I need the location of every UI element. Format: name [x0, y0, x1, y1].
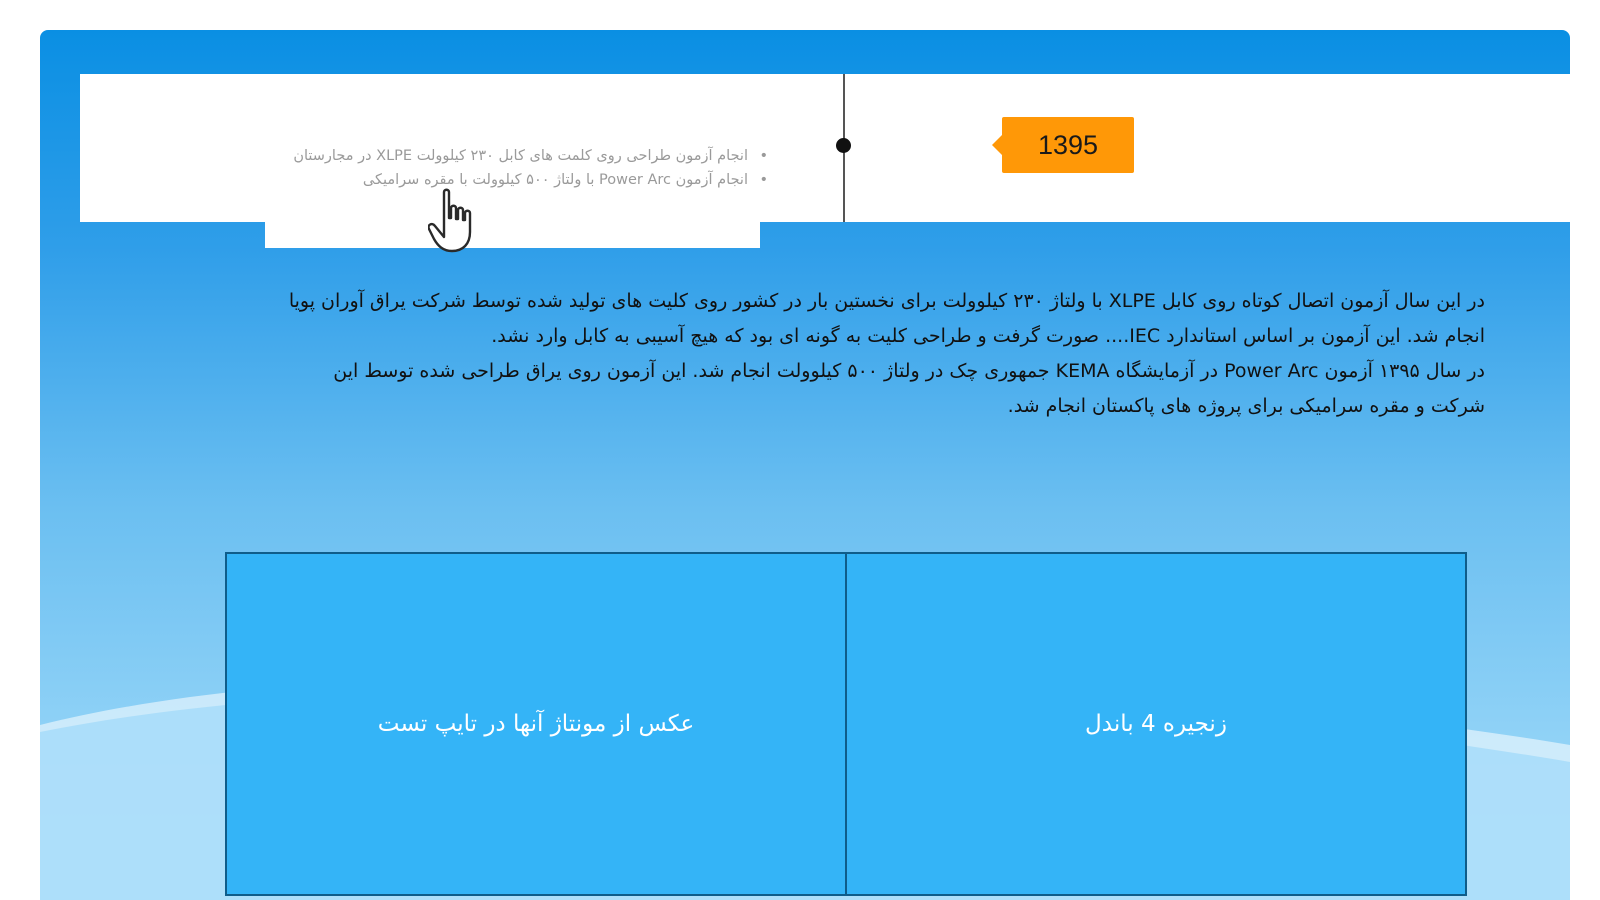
photo-caption-bundle-chain: زنجیره 4 باندل	[1085, 711, 1227, 737]
photo-placeholder-assembly[interactable]	[227, 554, 847, 894]
description-text	[285, 284, 1485, 424]
photo-caption-assembly: عکس از مونتاژ آنها در تایپ تست	[377, 711, 695, 737]
description-paragraph-2: در سال ۱۳۹۵ آزمون Power Arc در آزمایشگاه KEMA جمهوری چک در ولتاژ ۵۰۰ کیلوولت انجام شد. این آزمون روی یراق طراحی شده توسط این شرکت و مقره سرامیکی برای پروژه های پاکستان انجام شد.	[333, 360, 1485, 417]
description-paragraph-1: در این سال آزمون اتصال کوتاه روی کابل XLPE با ولتاژ ۲۳۰ کیلوولت برای نخستین بار در کشور روی کلیت های تولید شده توسط شرکت یراق آوران پویا انجام شد. این آزمون بر اساس استاندارد IEC.... صورت گرفت و طراحی کلیت به گونه ای بود که هیچ آسیبی به کابل وارد نشد.	[288, 290, 1485, 347]
timeline-bullet-item: • انجام آزمون طراحی روی کلمت های کابل ۲۳۰ کیلوولت XLPE در مجارستان	[270, 144, 748, 168]
timeline-bullet-item: • انجام آزمون Power Arc با ولتاژ ۵۰۰ کیلوولت با مقره سرامیکی	[270, 168, 748, 192]
timeline-dot	[836, 138, 851, 153]
timeline-bullet-list	[270, 144, 768, 192]
year-badge[interactable]: 1395	[1002, 117, 1134, 173]
hand-pointer-icon	[428, 188, 486, 254]
photo-placeholder-bundle-chain[interactable]	[847, 554, 1465, 894]
photo-placeholder-grid	[225, 552, 1467, 896]
timeline-panel-extension	[265, 222, 760, 248]
